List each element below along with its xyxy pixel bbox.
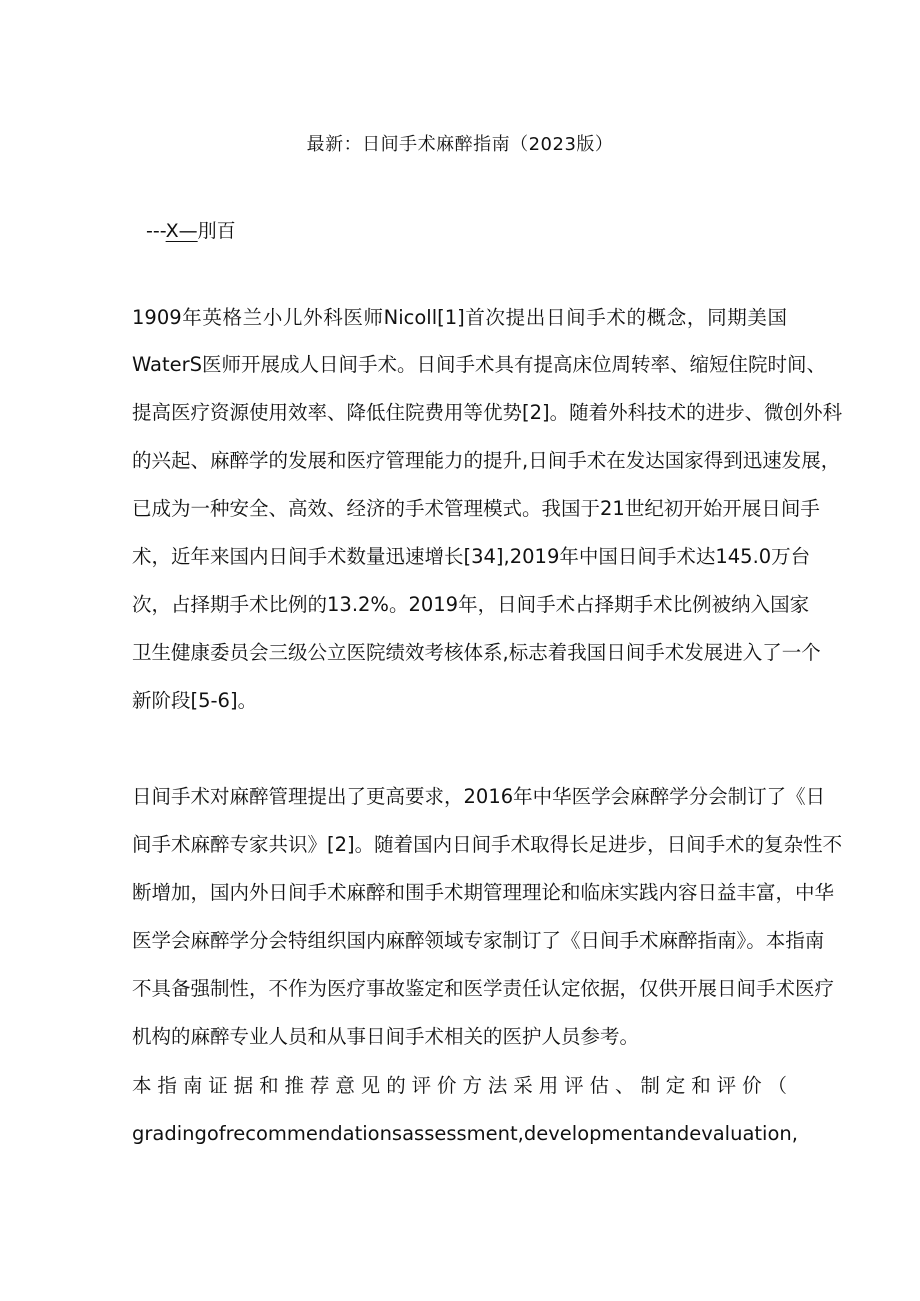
document-title: 最新：日间手术麻醉指南（2023版）: [306, 134, 614, 155]
p2-line-5: 不具备强制性，不作为医疗事故鉴定和医学责任认定依据，仅供开展日间手术医疗: [132, 977, 835, 1000]
p1-line-4: 的兴起、麻醉学的发展和医疗管理能力的提升,日间手术在发达国家得到迅速发展，: [132, 449, 841, 472]
subtitle-suffix: 刖百: [197, 220, 236, 242]
subtitle-prefix: ---: [146, 220, 166, 242]
p2-line-4: 医学会麻醉学分会特组织国内麻醉领域专家制订了《日间手术麻醉指南》。本指南: [132, 929, 825, 952]
p1-line-1: 1909年英格兰小儿外科医师Nicoll[1]首次提出日间手术的概念，同期美国: [132, 306, 787, 329]
p3-line-2: gradingofrecommendationsassessment,developmentandevaluation,: [132, 1122, 798, 1145]
p2-line-6: 机构的麻醉专业人员和从事日间手术相关的医护人员参考。: [132, 1025, 640, 1048]
p2-line-3: 断增加，国内外日间手术麻醉和围手术期管理理论和临床实践内容日益丰富，中华: [132, 881, 835, 904]
p2-line-1: 日间手术对麻醉管理提出了更高要求，2016年中华医学会麻醉学分会制订了《日: [132, 785, 826, 808]
p1-line-3: 提高医疗资源使用效率、降低住院费用等优势[2]。随着外科技术的进步、微创外科: [132, 401, 843, 424]
p1-line-5: 已成为一种安全、高效、经济的手术管理模式。我国于21世纪初开始开展日间手: [132, 497, 820, 520]
p1-line-2: WaterS医师开展成人日间手术。日间手术具有提高床位周转率、缩短住院时间、: [132, 353, 827, 376]
p3-line-1: 本指南证据和推荐意见的评价方法采用评估、制定和评价（: [132, 1074, 787, 1097]
subtitle-underlined: X—: [165, 220, 198, 242]
p1-line-6: 术，近年来国内日间手术数量迅速增长[34],2019年中国日间手术达145.0万台: [132, 545, 811, 568]
p1-line-9: 新阶段[5-6]。: [132, 689, 258, 712]
document-subtitle: [146, 216, 236, 243]
p1-line-7: 次，占择期手术比例的13.2%。2019年，日间手术占择期手术比例被纳入国家: [132, 593, 810, 616]
p2-line-2: 间手术麻醉专家共识》[2]。随着国内日间手术取得长足进步，日间手术的复杂性不: [132, 833, 843, 856]
p1-line-8: 卫生健康委员会三级公立医院绩效考核体系,标志着我国日间手术发展进入了一个: [132, 641, 821, 664]
